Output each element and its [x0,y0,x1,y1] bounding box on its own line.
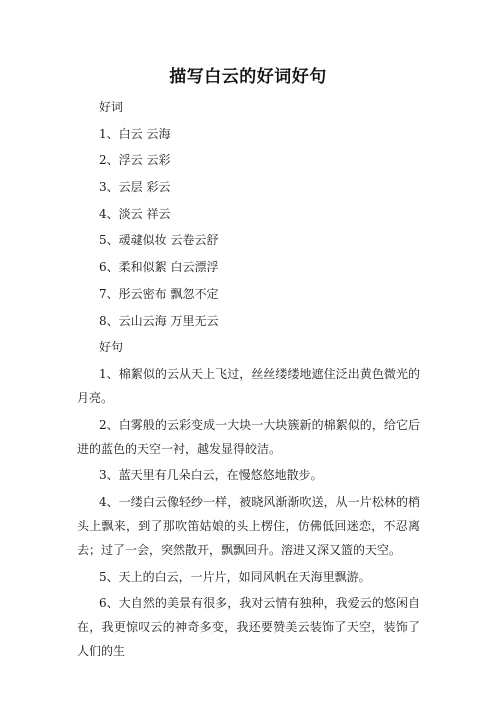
good-word-item: 5、叆叇似妆 云卷云舒 [99,233,219,248]
document-body [77,95,420,666]
good-sentence-item: 4、一缕白云像轻纱一样，被晓风渐渐吹送，从一片松林的梢头上飘来，到了那吹笛姑娘的头上楞住，仿佛低回迷恋，不忍离去；过了一会，突然散开，飘飘回升。溶进又深又篮的天空。 [77,494,420,557]
good-word-item: 2、浮云 云彩 [99,153,171,168]
good-sentence-item: 1、棉絮似的云从天上飞过，丝丝缕缕地遮住泛出黄色微光的月亮。 [77,366,420,405]
good-sentences-heading: 好句 [99,340,124,355]
good-sentence-item: 2、白雾般的云彩变成一大块一大块簇新的棉絮似的，给它后进的蓝色的天空一衬，越发显得皎洁。 [77,417,420,456]
good-sentence-item: 5、天上的白云，一片片，如同风帆在天海里飘游。 [99,569,371,584]
good-word-item: 1、白云 云海 [99,126,171,141]
good-word-item: 8、云山云海 万里无云 [99,313,219,328]
good-words-heading: 好词 [99,100,124,114]
good-sentence-item: 6、大自然的美景有很多，我对云情有独种，我爱云的悠闲自在，我更惊叹云的神奇多变，我还要赞美云装饰了天空，装饰了人们的生 [77,596,420,659]
good-sentence-item: 3、蓝天里有几朵白云，在慢悠悠地散步。 [99,468,323,483]
good-word-item: 3、云层 彩云 [99,180,171,195]
good-word-item: 7、彤云密布 飘忽不定 [99,286,219,301]
document-title: 描写白云的好词好句 [169,67,327,87]
good-word-item: 6、柔和似絮 白云漂浮 [99,260,219,275]
good-word-item: 4、淡云 祥云 [99,206,171,221]
